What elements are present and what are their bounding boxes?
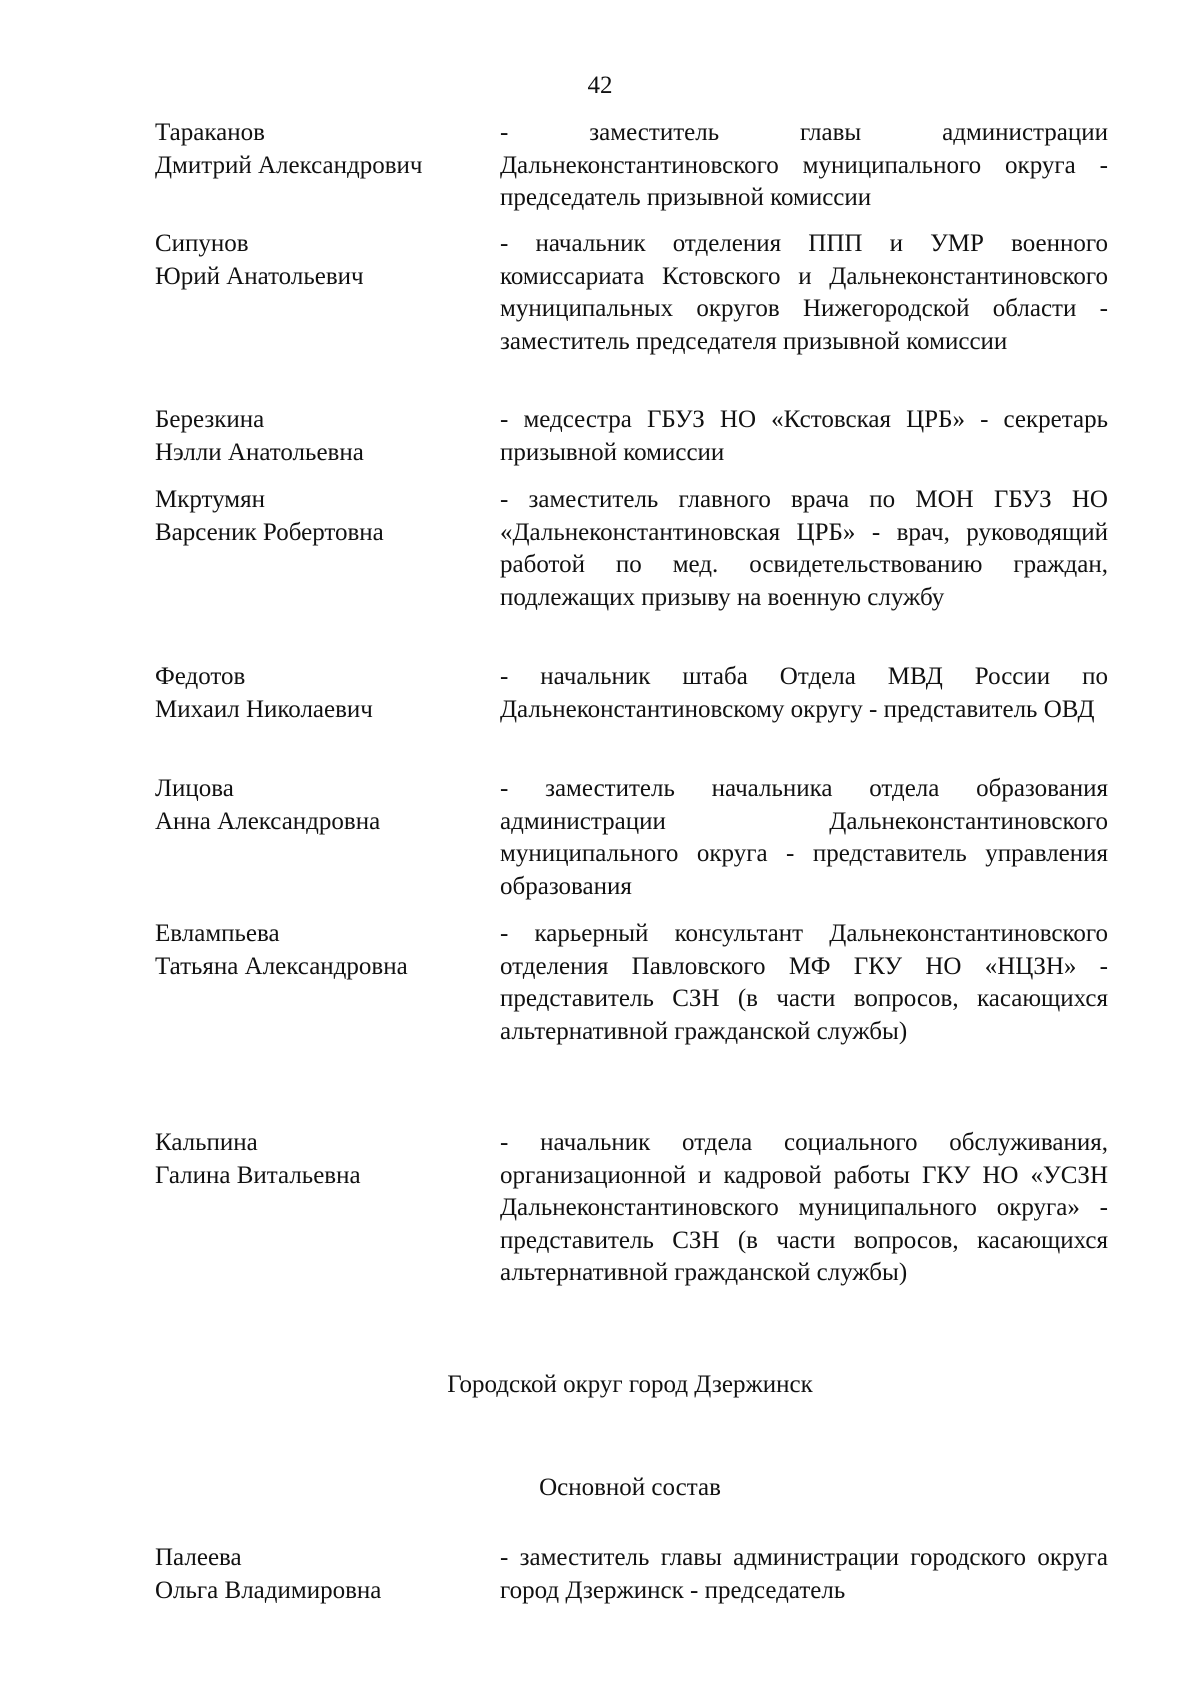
member-name: [155, 1127, 485, 1192]
member-given-name: Анна Александровна: [155, 807, 381, 835]
member-name: [155, 661, 485, 726]
member-given-name: Татьяна Александровна: [155, 952, 408, 980]
member-role: - заместитель главы администрации городского округа город Дзержинск - председатель: [500, 1544, 1108, 1604]
member-given-name: Варсеник Робертовна: [155, 518, 384, 546]
member-surname: Сипунов: [155, 230, 249, 257]
composition-heading: Основной состав: [539, 1474, 721, 1501]
member-surname: Федотов: [155, 663, 246, 690]
member-given-name: Дмитрий Александрович: [155, 151, 423, 179]
member-surname: Березкина: [155, 406, 265, 433]
member-given-name: Юрий Анатольевич: [155, 262, 364, 290]
member-role: - заместитель главного врача по МОН ГБУЗ НО «Дальнеконстантиновская ЦРБ» - врач, руководящий работой по мед. освидетельствованию граждан, подлежащих призыву на военную службу: [500, 486, 1108, 611]
member-role: - начальник отдела социального обслуживания, организационной и кадровой работы ГКУ НО «УСЗН Дальнеконстантиновского муниципального округа» - представитель СЗН (в части вопросов, касающихся альтернативной гражданской службы): [500, 1129, 1108, 1286]
member-surname: Лицова: [155, 775, 234, 802]
page-number: 42: [587, 72, 613, 99]
member-surname: Мкртумян: [155, 486, 266, 513]
member-name: [155, 228, 485, 293]
district-heading: Городской округ город Дзержинск: [447, 1371, 813, 1398]
member-given-name: Михаил Николаевич: [155, 695, 373, 723]
member-role: - медсестра ГБУЗ НО «Кстовская ЦРБ» - секретарь призывной комиссии: [500, 406, 1108, 466]
member-role: - заместитель главы администрации Дальнеконстантиновского муниципального округа - председатель призывной комиссии: [500, 119, 1108, 211]
member-name: [155, 117, 485, 182]
member-name: [155, 918, 485, 983]
member-surname: Палеева: [155, 1544, 242, 1571]
member-role: - начальник отделения ППП и УМР военного комиссариата Кстовского и Дальнеконстантиновского муниципальных округов Нижегородской области - заместитель председателя призывной комиссии: [500, 230, 1108, 355]
member-role: - карьерный консультант Дальнеконстантиновского отделения Павловского МФ ГКУ НО «НЦЗН» - представитель СЗН (в части вопросов, касающихся альтернативной гражданской службы): [500, 920, 1108, 1045]
member-given-name: Ольга Владимировна: [155, 1576, 382, 1604]
member-given-name: Нэлли Анатольевна: [155, 438, 364, 466]
member-role: - начальник штаба Отдела МВД России по Дальнеконстантиновскому округу - представитель ОВД: [500, 663, 1108, 723]
member-given-name: Галина Витальевна: [155, 1161, 361, 1189]
member-name: [155, 773, 485, 838]
member-name: [155, 484, 485, 549]
member-surname: Евлампьева: [155, 920, 280, 947]
member-role: - заместитель начальника отдела образования администрации Дальнеконстантиновского муниципального округа - представитель управления образования: [500, 775, 1108, 900]
member-name: [155, 404, 485, 469]
member-name: [155, 1542, 485, 1607]
member-surname: Тараканов: [155, 119, 265, 146]
member-surname: Кальпина: [155, 1129, 258, 1156]
